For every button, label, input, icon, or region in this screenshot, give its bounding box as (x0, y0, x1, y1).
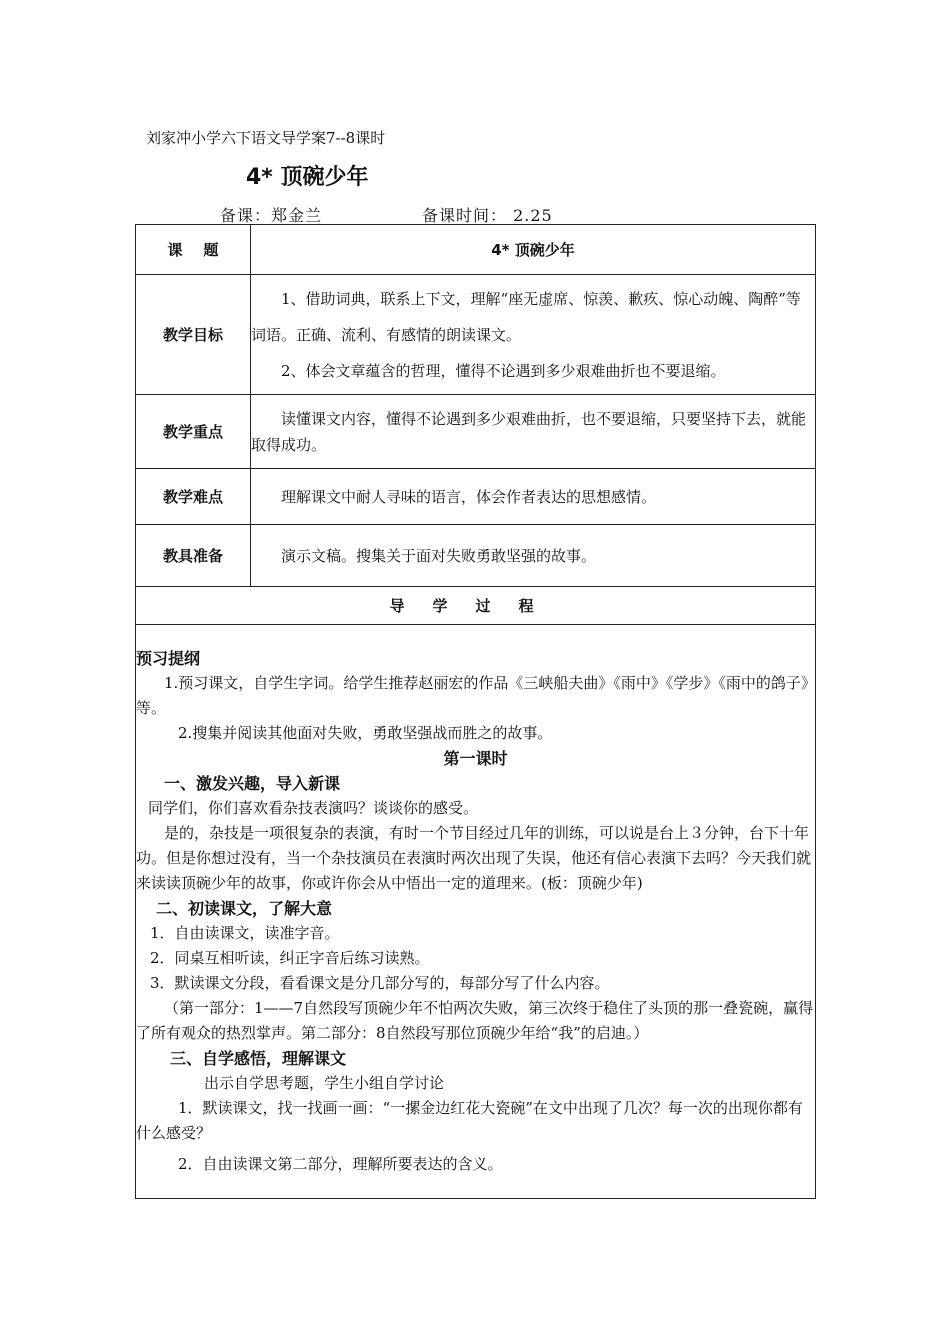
key-label: 教学重点 (136, 395, 251, 469)
key-content (251, 395, 816, 469)
tools-content (251, 525, 816, 587)
prep-info (220, 203, 553, 226)
section-1-paragraph: 同学们，你们喜欢看杂技表演吗？谈谈你的感受。 (148, 799, 479, 817)
section-2-title: 二、初读课文，了解大意 (156, 899, 333, 918)
difficulty-label: 教学难点 (136, 469, 251, 525)
key-text: 读懂课文内容，懂得不论遇到多少艰难曲折，也不要退缩，只要坚持下去，就能取得成功。 (251, 409, 807, 454)
lesson-title: 第一课时 (443, 749, 508, 768)
goals-label: 教学目标 (136, 275, 251, 395)
section-2-note: （第一部分：1——7自然段写顶碗少年不怕两次失败，第三次终于稳住了头顶的那一叠瓷碗，赢得了所有观众的热烈掌声。第二部分：8自然段写那位顶碗少年给“我”的启迪。） (136, 999, 814, 1042)
tools-label: 教具准备 (136, 525, 251, 587)
section-3-intro: 出示自学思考题，学生小组自学讨论 (204, 1074, 445, 1092)
school-line: 刘家冲小学六下语文导学案7--8课时 (146, 129, 386, 147)
tools-text: 演示文稿。搜集关于面对失败勇敢坚强的故事。 (281, 546, 597, 565)
preview-item: 1.预习课文，自学生字词。给学生推荐赵丽宏的作品《三峡船夫曲》《雨中》《学步》《雨中的鸽子》等。 (136, 674, 809, 717)
lesson-plan-table (135, 224, 816, 1199)
section-2-item: 2．同桌互相听读，纠正字音后练习读熟。 (150, 949, 430, 967)
tools-row (136, 525, 816, 587)
goal-item: 2、体会文章蕴含的哲理，懂得不论遇到多少艰难曲折也不要退缩。 (281, 361, 726, 380)
key-row (136, 395, 816, 469)
prep-teacher: 备课：郑金兰 (220, 206, 323, 225)
section-1-title: 一、激发兴趣，导入新课 (164, 774, 341, 793)
difficulty-row (136, 469, 816, 525)
section-3-item: 2．自由读课文第二部分，理解所要表达的含义。 (178, 1155, 503, 1173)
topic-label: 课 题 (136, 225, 251, 275)
topic-row (136, 225, 816, 275)
goals-row (136, 275, 816, 395)
section-2-item: 1．自由读课文，读准字音。 (150, 924, 340, 942)
difficulty-text: 理解课文中耐人寻味的语言，体会作者表达的思想感情。 (281, 487, 657, 506)
section-2-item: 3．默读课文分段，看看课文是分几部分写的，每部分写了什么内容。 (150, 974, 610, 992)
process-body (136, 625, 816, 1199)
section-3-title: 三、自学感悟，理解课文 (170, 1049, 347, 1068)
process-body-row (136, 625, 816, 1199)
prep-time: 备课时间： 2.25 (422, 206, 553, 225)
topic-value: 4* 顶碗少年 (251, 225, 816, 275)
difficulty-content (251, 469, 816, 525)
section-1-paragraph: 是的，杂技是一项很复杂的表演，有时一个节目经过几年的训练，可以说是台上３分钟，台下十年功。但是你想过没有，当一个杂技演员在表演时两次出现了失误，他还有信心表演下去吗？今天我们就来读读顶碗少年的故事，你或许你会从中悟出一定的道理来。(板：顶碗少年) (136, 824, 812, 892)
section-3-item: 1．默读课文，找一找画一画：“一摞金边红花大瓷碗”在文中出现了几次？每一次的出现你都有什么感受？ (136, 1099, 803, 1142)
goals-content (251, 275, 816, 395)
process-header: 导学过程 (136, 587, 816, 625)
preview-item: 2.搜集并阅读其他面对失败，勇敢坚强战而胜之的故事。 (178, 724, 553, 742)
preview-title: 预习提纲 (136, 649, 201, 668)
process-header-row (136, 587, 816, 625)
document-title: 4* 顶碗少年 (246, 165, 369, 190)
goal-item: 1、借助词典，联系上下文，理解“座无虚席、惊羡、歉疚、惊心动魄、陶醉”等词语。正确、流利、有感情的朗读课文。 (251, 289, 801, 344)
